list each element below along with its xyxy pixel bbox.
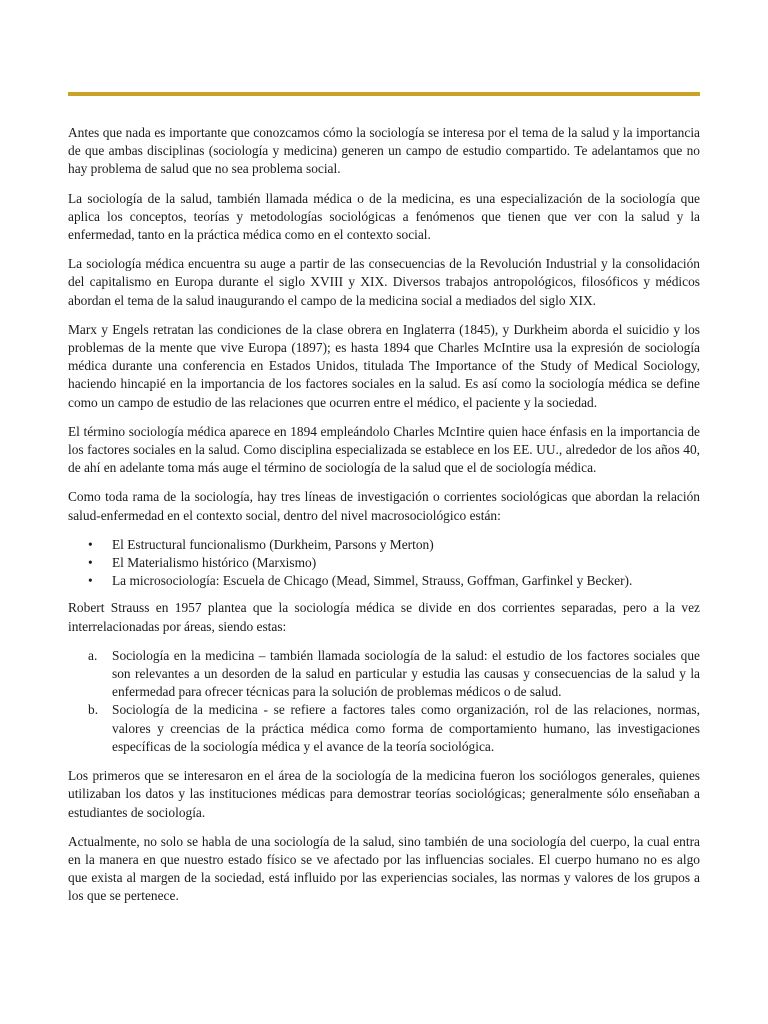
paragraph: Como toda rama de la sociología, hay tres líneas de investigación o corrientes sociológicas que abordan la relación salud-enfermedad en el contexto social, dentro del nivel macrosociológico están: [68, 489, 700, 523]
paragraph: La sociología de la salud, también llamada médica o de la medicina, es una especialización de la sociología que aplica los conceptos, teorías y metodologías sociológicas a fenómenos que tienen que ver con la salud y la enfermedad, tanto en la práctica médica como en el contexto social. [68, 190, 700, 243]
lettered-item [68, 701, 700, 756]
list-marker: a. [88, 647, 98, 663]
paragraph: Actualmente, no solo se habla de una sociología de la salud, sino también de una sociología del cuerpo, la cual entra en la manera en que nuestro estado físico se ve afectado por las influencias sociales. El cuerpo humano no es algo que exista al margen de la sociedad, está influido por las experiencias sociales, las normas y valores de los grupos a los que se pertenece. [68, 833, 700, 904]
paragraph: Marx y Engels retratan las condiciones de la clase obrera en Inglaterra (1845), y Durkheim aborda el suicidio y los problemas de la mente que vive Europa (1897); es hasta 1894 que Charles McIntire usa la expresión de sociología médica durante una conferencia en Estados Unidos, titulada The Importance of the Study of Medical Sociology, haciendo hincapié en la importancia de los factores sociales en la salud. Es así como la sociología médica se define como un campo de estudio de las relaciones que ocurren entre el médico, el paciente y la sociedad. [68, 321, 700, 410]
list-marker: b. [88, 702, 99, 718]
paragraph: Los primeros que se interesaron en el área de la sociología de la medicina fueron los sociólogos generales, quienes utilizaban los datos y las instituciones médicas para demostrar teorías sociológicas; generalmente sólo enseñaban a estudiantes de sociología. [68, 768, 700, 820]
document-body [68, 124, 700, 917]
bullet-item: • El Estructural funcionalismo (Durkheim, Parsons y Merton) [68, 536, 700, 554]
header-rule [68, 92, 700, 96]
bullet-item: • La microsociología: Escuela de Chicago (Mead, Simmel, Strauss, Goffman, Garfinkel y Becker). [68, 572, 700, 590]
paragraph: El término sociología médica aparece en 1894 empleándolo Charles McIntire quien hace énfasis en la importancia de los factores sociales en la salud. Como disciplina especializada se establece en los EE. UU., alrededor de los años 40, de ahí en adelante toma más auge el término de sociología de la salud que el de sociología médica. [68, 423, 700, 476]
lettered-item-text: Sociología en la medicina – también llamada sociología de la salud: el estudio de los factores sociales que son relevantes a un desorden de la salud en particular y estudia las causas y consecuencias de la salud y la enfermedad para ofrecer técnicas para la solución de problemas médicos o de salud. [112, 647, 700, 700]
paragraph: Antes que nada es importante que conozcamos cómo la sociología se interesa por el tema de la salud y la importancia de que ambas disciplinas (sociología y medicina) generen un campo de estudio compartido. Te adelantamos que no hay problema de salud que no sea problema social. [68, 125, 700, 177]
lettered-item-text: Sociología de la medicina - se refiere a factores tales como organización, rol de las relaciones, normas, valores y creencias de la práctica médica como forma de comportamiento humano, las investigaciones específicas de la sociología médica y el avance de la teoría sociológica. [112, 702, 700, 754]
lettered-item [68, 647, 700, 702]
bullet-item: • El Materialismo histórico (Marxismo) [68, 554, 700, 572]
lettered-list [68, 647, 700, 756]
paragraph: Robert Strauss en 1957 plantea que la sociología médica se divide en dos corrientes separadas, pero a la vez interrelacionadas por áreas, siendo estas: [68, 600, 700, 634]
paragraph: La sociología médica encuentra su auge a partir de las consecuencias de la Revolución Industrial y la consolidación del capitalismo en Europa durante el siglo XVIII y XIX. Diversos trabajos antropológicos, filosóficos y médicos abordan el tema de la salud inaugurando el campo de la medicina social a mediados del siglo XIX. [68, 256, 700, 308]
bullet-list [68, 536, 700, 591]
